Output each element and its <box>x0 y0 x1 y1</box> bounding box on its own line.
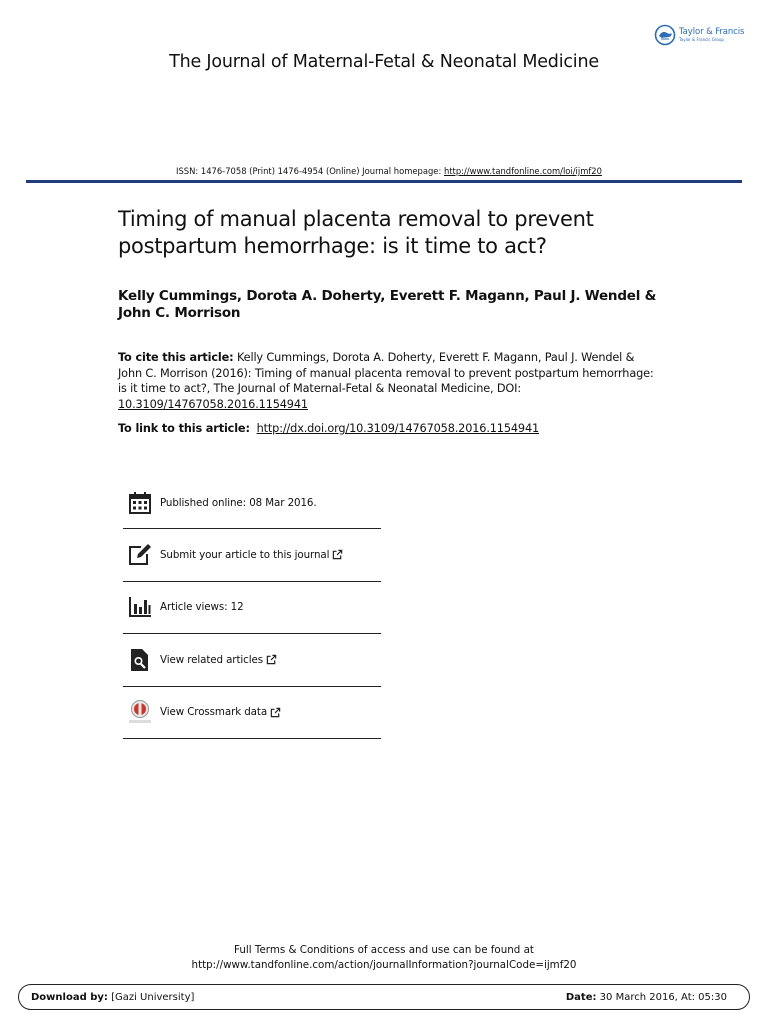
publisher-group: Taylor & Francis Group <box>679 37 724 43</box>
info-item-published <box>123 478 381 529</box>
info-item-label: Article views: 12 <box>160 601 244 614</box>
external-link-icon <box>332 549 343 560</box>
terms-link[interactable]: http://www.tandfonline.com/action/journalInformation?journalCode=ijmf20 <box>191 958 577 971</box>
citation-text: Kelly Cummings, Dorota A. Doherty, Everett F. Magann, Paul J. Wendel & John C. Morrison (2016): Timing of manual placenta removal to prevent postpartum hemorrhage: is it time to act?, The Journal of Maternal-Fetal & Neonatal Medicine, DOI: <box>118 351 654 395</box>
info-item-label: Published online: 08 Mar 2016. <box>160 497 317 509</box>
downloaded-by-value: [Gazi University] <box>107 991 195 1003</box>
journal-title: The Journal of Maternal-Fetal & Neonatal Medicine <box>169 52 599 72</box>
taylor-francis-logo-icon <box>654 24 676 46</box>
header-divider <box>26 180 742 183</box>
issn-line <box>0 166 768 176</box>
terms-notice <box>0 943 768 972</box>
article-authors: Kelly Cummings, Dorota A. Doherty, Everett F. Magann, Paul J. Wendel & John C. Morrison <box>118 288 657 321</box>
info-item-submit[interactable] <box>123 529 381 582</box>
article-link <box>118 421 678 436</box>
citation-label: To cite this article: <box>118 351 234 364</box>
article-title: Timing of manual placenta removal to prevent postpartum hemorrhage: is it time to act? <box>118 207 594 258</box>
citation <box>118 350 658 412</box>
publisher-logo <box>654 22 754 48</box>
download-date <box>566 992 727 1003</box>
download-info-bar <box>18 984 750 1010</box>
journal-homepage-link[interactable]: http://www.tandfonline.com/loi/ijmf20 <box>443 166 602 176</box>
info-item-label: View related articles <box>160 653 263 666</box>
info-item-label: Submit your article to this journal <box>160 548 330 561</box>
citation-doi-link[interactable]: 10.3109/14767058.2016.1154941 <box>118 397 308 411</box>
article-link-url[interactable]: http://dx.doi.org/10.3109/14767058.2016.1154941 <box>256 422 540 435</box>
edit-icon <box>127 542 153 568</box>
external-link-icon <box>266 654 277 665</box>
terms-text: Full Terms & Conditions of access and use can be found at <box>234 944 534 956</box>
search-document-icon <box>127 647 153 673</box>
bar-chart-icon <box>127 594 153 620</box>
downloaded-by <box>31 992 194 1003</box>
article-link-label: To link to this article: <box>118 422 254 435</box>
issn-text: ISSN: 1476-7058 (Print) 1476-4954 (Online) Journal homepage: <box>176 166 444 176</box>
download-date-label: Date: <box>565 991 597 1003</box>
calendar-icon <box>127 490 153 516</box>
info-item-crossmark[interactable] <box>123 687 381 740</box>
article-info-list <box>123 478 381 739</box>
info-item-views <box>123 582 381 635</box>
crossmark-icon <box>127 699 153 725</box>
download-date-value: 30 March 2016, At: 05:30 <box>596 991 727 1003</box>
info-item-related[interactable] <box>123 634 381 687</box>
external-link-icon <box>270 707 281 718</box>
downloaded-by-label: Download by: <box>31 991 108 1003</box>
publisher-name: Taylor & Francis <box>679 26 745 37</box>
info-item-label: View Crossmark data <box>160 706 268 719</box>
